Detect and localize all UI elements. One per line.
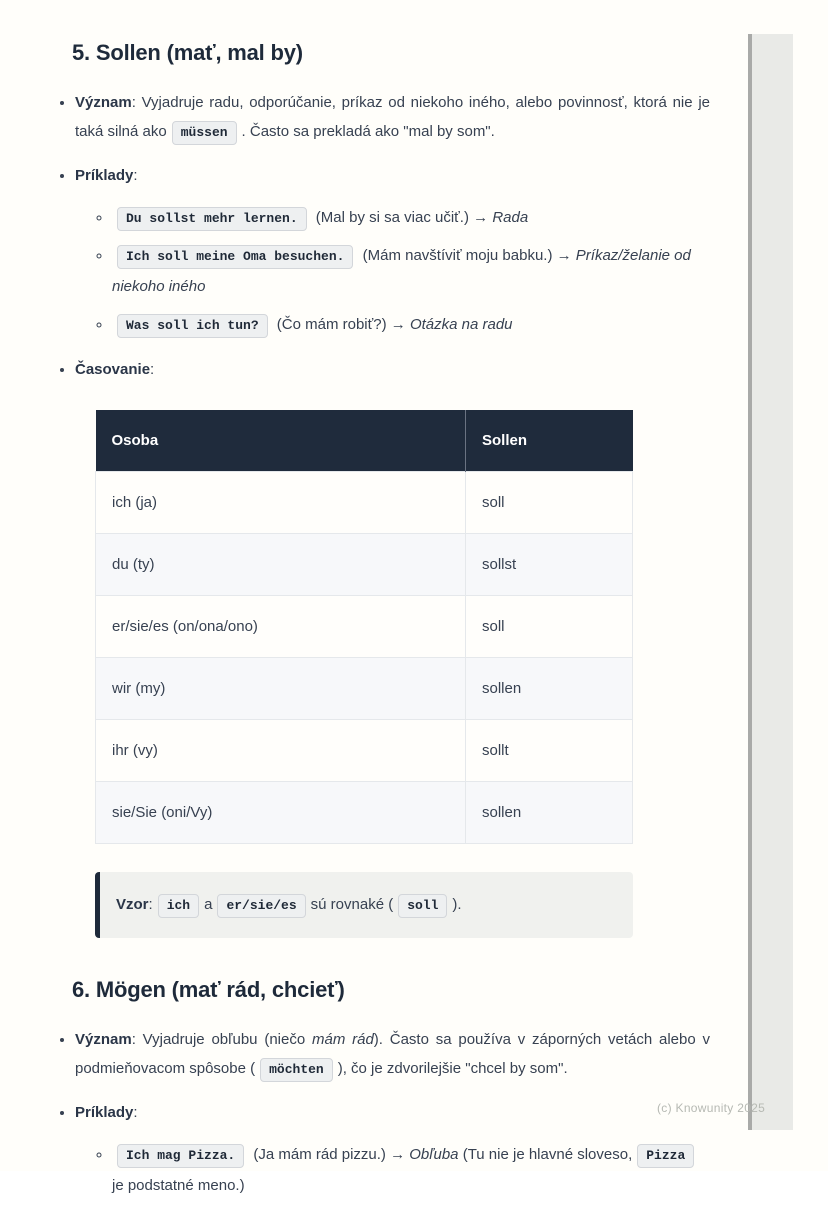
vzor-callout <box>95 872 633 938</box>
s6-meaning-italic: mám rád <box>311 1031 374 1048</box>
example-note-pre: (Tu nie je hlavné sloveso, <box>458 1146 633 1163</box>
table-row <box>96 658 633 720</box>
callout-text: sú rovnaké ( <box>310 896 394 913</box>
callout-chip-ersiees: er/sie/es <box>217 894 305 918</box>
s6-meaning-text-post: ), čo je zdvorilejšie "chcel by som". <box>337 1060 568 1077</box>
callout-chip-soll: soll <box>398 894 447 918</box>
copyright-watermark: (c) Knowunity 2025 <box>657 1101 766 1115</box>
s6-meaning-text-mid: ). Často sa používa v záporných vetách alebo v podmieňovacom spôsobe ( <box>75 1031 710 1077</box>
example-item <box>112 240 710 302</box>
colon: : <box>133 167 138 184</box>
person-cell: du (ty) <box>96 534 466 596</box>
colon: : <box>131 94 136 111</box>
conjugation-table <box>95 410 633 844</box>
s6-examples-label: Príklady <box>75 1104 134 1121</box>
pizza-chip: Pizza <box>637 1144 694 1168</box>
page-edge-strip <box>748 34 793 1130</box>
person-cell: wir (my) <box>96 658 466 720</box>
s6-meaning-item <box>75 1025 710 1083</box>
example-translation: (Mám navštíviť moju babku.) → <box>358 247 576 264</box>
section-5-title: 5. Sollen (mať, mal by) <box>72 40 303 65</box>
form-cell: sollen <box>466 658 633 720</box>
table-header-row <box>96 410 633 472</box>
example-category: Rada <box>492 209 529 226</box>
s5-meaning-text-pre: Vyjadruje radu, odporúčanie, príkaz od niekoho iného, alebo povinnosť, ktorá nie je taká silná ako <box>75 94 710 140</box>
person-cell: ich (ja) <box>96 472 466 534</box>
colon: : <box>150 361 155 378</box>
example-item <box>112 1139 710 1201</box>
person-cell: er/sie/es (on/ona/ono) <box>96 596 466 658</box>
form-cell: sollst <box>466 534 633 596</box>
s6-meaning-chip-moechten: möchten <box>260 1058 333 1082</box>
colon: : <box>133 1104 138 1121</box>
callout-text: a <box>204 896 213 913</box>
form-cell: soll <box>466 596 633 658</box>
s6-meaning-text-pre: Vyjadruje obľubu (niečo <box>135 1031 312 1048</box>
s5-conjugation-item <box>75 355 710 938</box>
table-row <box>96 782 633 844</box>
example-translation: (Ja mám rád pizzu.) → <box>249 1146 410 1163</box>
example-item <box>112 309 710 340</box>
s5-conjugation-label: Časovanie <box>75 361 151 378</box>
s6-meaning-label: Význam <box>75 1031 132 1048</box>
s6-examples-list <box>75 1139 710 1201</box>
table-row <box>96 596 633 658</box>
table-header-osoba: Osoba <box>96 410 466 472</box>
person-cell: ihr (vy) <box>96 720 466 782</box>
callout-label: Vzor <box>116 896 149 913</box>
example-translation: (Čo mám robiť?) → <box>272 316 410 333</box>
s5-meaning-text-post: . Často sa prekladá ako "mal by som". <box>241 123 495 140</box>
section-5-list <box>58 88 710 938</box>
colon: : <box>131 1031 136 1048</box>
person-cell: sie/Sie (oni/Vy) <box>96 782 466 844</box>
form-cell: soll <box>466 472 633 534</box>
example-category: Otázka na radu <box>409 316 513 333</box>
section-6-title: 6. Mögen (mať rád, chcieť) <box>72 977 345 1002</box>
s5-examples-label: Príklady <box>75 167 134 184</box>
german-sentence-chip: Du sollst mehr lernen. <box>117 207 307 231</box>
s6-examples-item <box>75 1098 710 1201</box>
s5-meaning-chip-muessen: müssen <box>172 121 237 145</box>
s5-examples-list <box>75 202 710 340</box>
s5-meaning-label: Význam <box>75 94 132 111</box>
section-6-list <box>58 1025 710 1201</box>
table-row <box>96 472 633 534</box>
s5-examples-item <box>75 161 710 340</box>
example-category: Obľuba <box>409 1146 459 1163</box>
german-sentence-chip: Ich soll meine Oma besuchen. <box>117 245 353 269</box>
form-cell: sollen <box>466 782 633 844</box>
table-row <box>96 534 633 596</box>
callout-chip-ich: ich <box>158 894 199 918</box>
callout-text: ). <box>452 896 462 913</box>
conjugation-table-wrap <box>95 410 710 844</box>
german-sentence-chip: Ich mag Pizza. <box>117 1144 244 1168</box>
example-category: Príkaz/želanie od niekoho iného <box>112 247 691 295</box>
s5-meaning-item <box>75 88 710 146</box>
example-translation: (Mal by si sa viac učiť.) → <box>311 209 493 226</box>
colon: : <box>148 896 153 913</box>
german-sentence-chip: Was soll ich tun? <box>117 314 268 338</box>
document-content <box>58 26 710 1216</box>
example-note-end: je podstatné meno.) <box>112 1177 245 1194</box>
table-row <box>96 720 633 782</box>
table-header-sollen: Sollen <box>466 410 633 472</box>
example-item <box>112 202 710 233</box>
form-cell: sollt <box>466 720 633 782</box>
